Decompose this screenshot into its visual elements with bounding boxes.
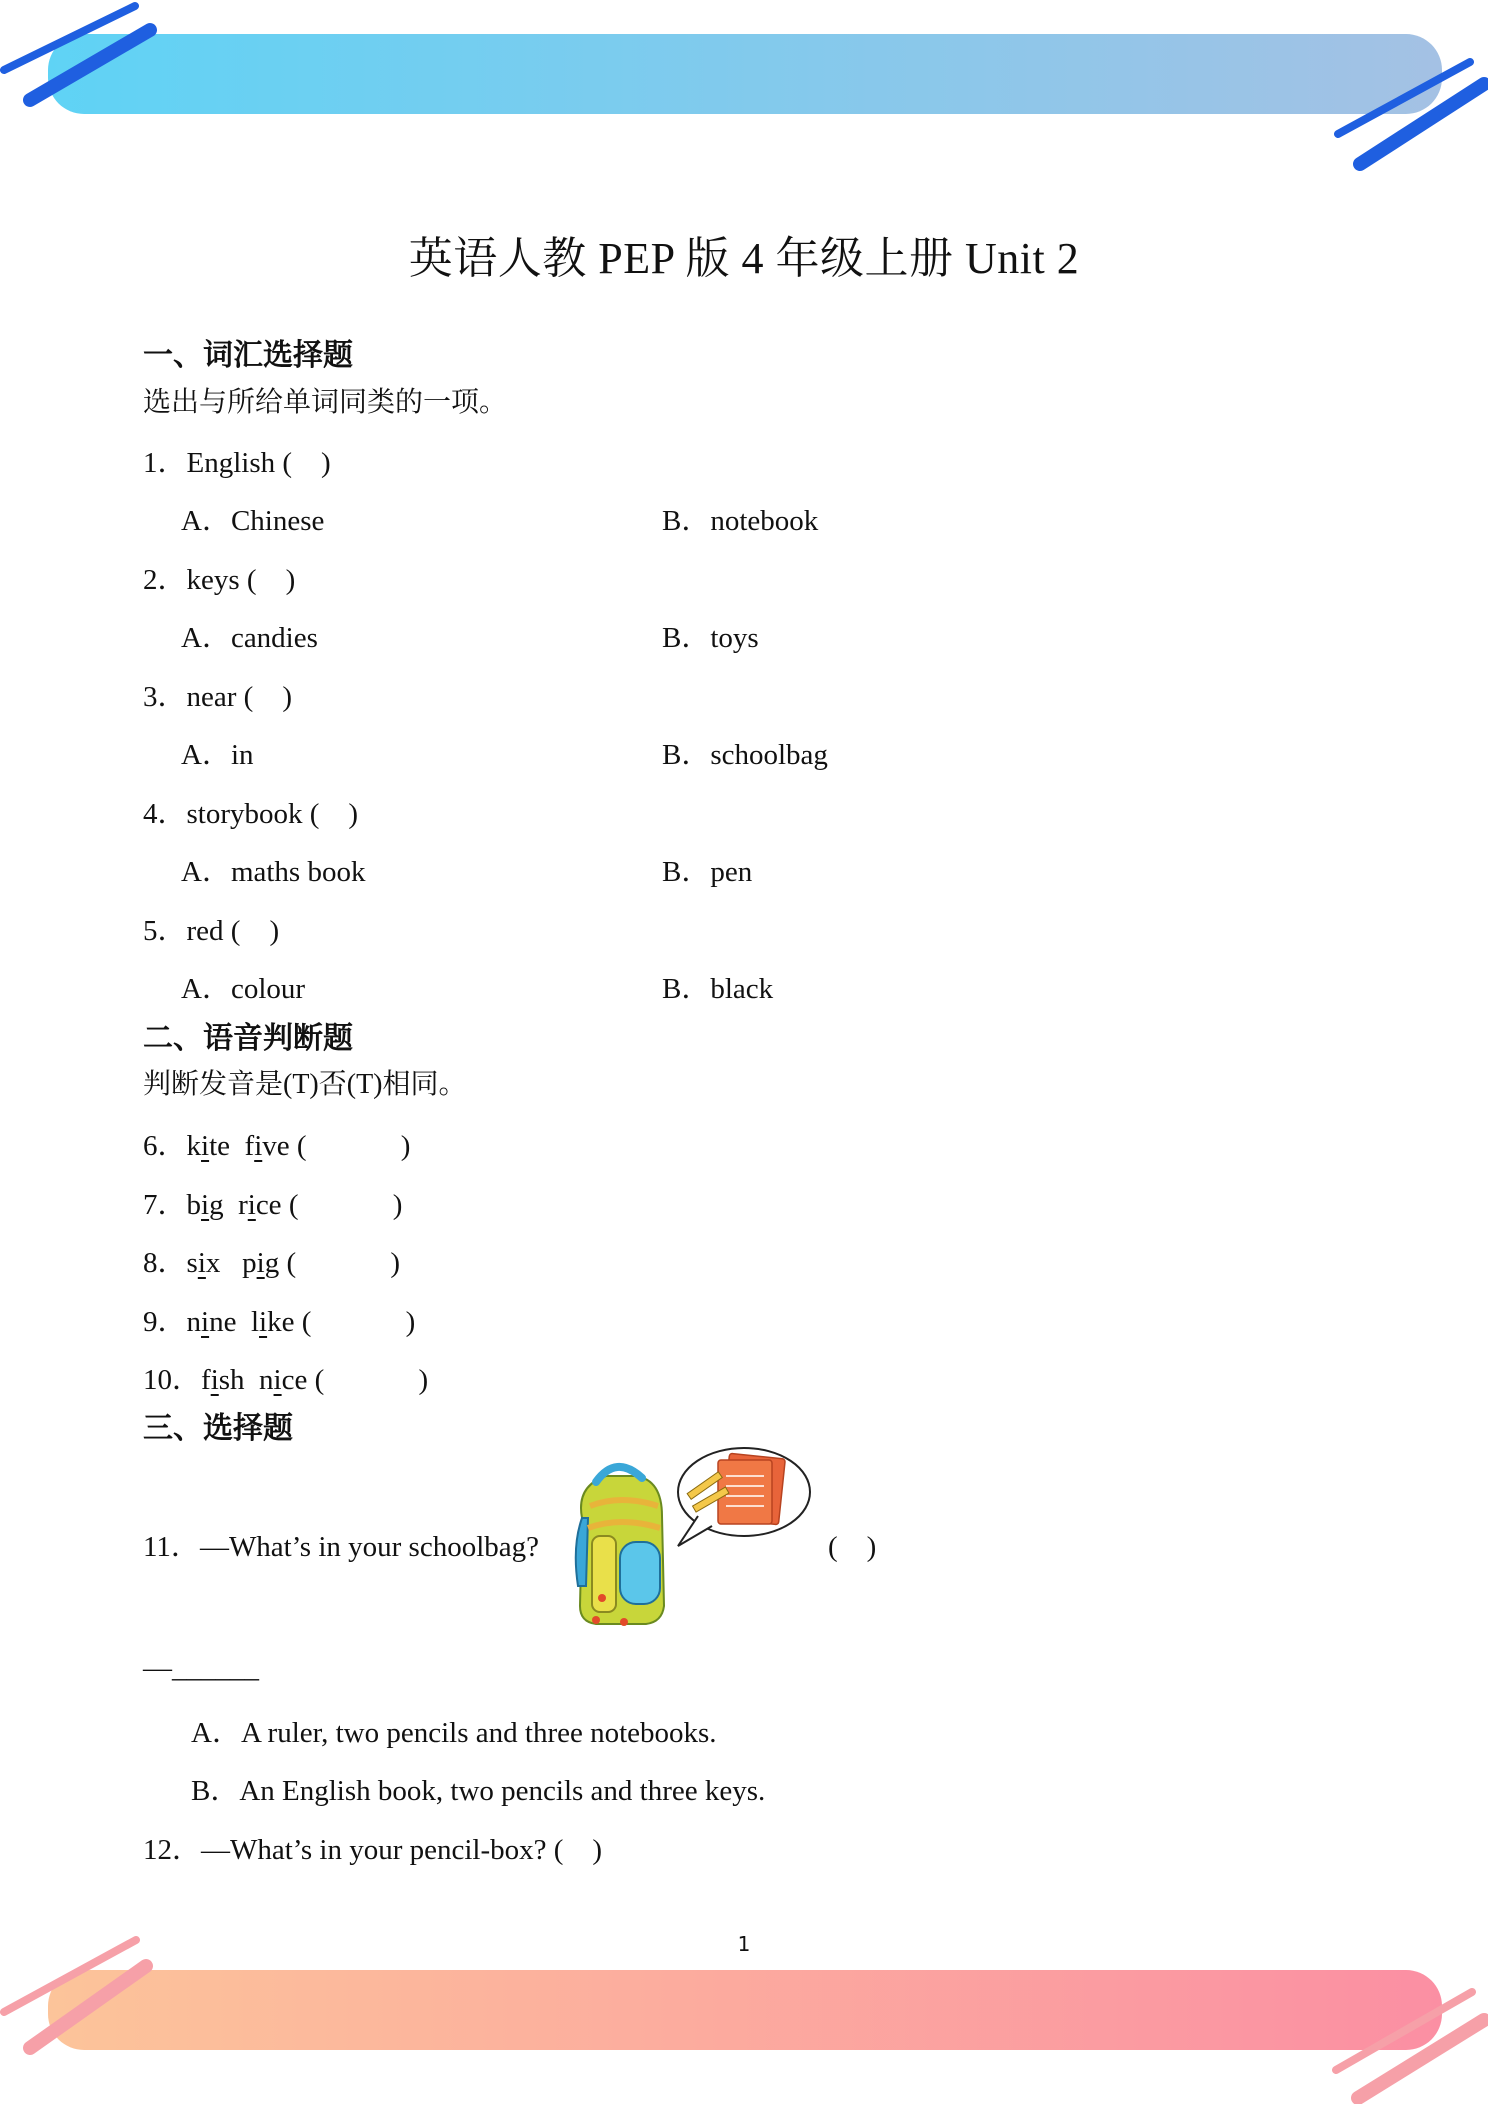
q11-option-b: B．An English book, two pencils and three keys.: [191, 1775, 766, 1807]
q11-answer-paren: ( ): [828, 1531, 877, 1563]
question-11: 11．—What’s in your schoolbag?: [143, 1531, 540, 1563]
question-9: 9．nine like ( ): [143, 1306, 416, 1338]
question-4: 4．storybook ( ): [143, 798, 359, 830]
section3-heading: 三、选择题: [143, 1411, 293, 1446]
q4-option-b: B．pen: [662, 856, 753, 888]
q11-option-a: A．A ruler, two pencils and three notebooks.: [191, 1717, 717, 1749]
question-7: 7．big rice ( ): [143, 1189, 403, 1221]
q4-option-a: A．maths book: [181, 856, 366, 888]
q2-option-a: A．candies: [181, 622, 318, 654]
q1-option-a: A．Chinese: [181, 505, 325, 537]
question-5: 5．red ( ): [143, 915, 280, 947]
q3-option-b: B．schoolbag: [662, 739, 828, 771]
schoolbag-illustration: [566, 1446, 816, 1631]
q2-option-b: B．toys: [662, 622, 759, 654]
q1-option-b: B．notebook: [662, 505, 819, 537]
question-12: 12．—What’s in your pencil-box? ( ): [143, 1834, 603, 1866]
question-2: 2．keys ( ): [143, 564, 296, 596]
section1-instruction: 选出与所给单词同类的一项。: [143, 387, 508, 418]
question-6: 6．kite five ( ): [143, 1130, 411, 1162]
section1-heading: 一、词汇选择题: [143, 338, 353, 373]
question-1: 1．English ( ): [143, 447, 331, 479]
top-banner-decoration: [0, 0, 1488, 180]
question-3: 3．near ( ): [143, 681, 292, 713]
q11-answer-line: —______: [143, 1652, 259, 1684]
section2-heading: 二、语音判断题: [143, 1021, 353, 1056]
question-8: 8．six pig ( ): [143, 1247, 401, 1279]
q3-option-a: A．in: [181, 739, 254, 771]
page-number: 1: [737, 1932, 751, 1956]
q5-option-a: A．colour: [181, 973, 306, 1005]
section2-instruction: 判断发音是(T)否(T)相同。: [143, 1069, 467, 1100]
question-10: 10．fish nice ( ): [143, 1364, 429, 1396]
page-title: 英语人教 PEP 版 4 年级上册 Unit 2: [408, 234, 1080, 283]
q5-option-b: B．black: [662, 973, 774, 1005]
